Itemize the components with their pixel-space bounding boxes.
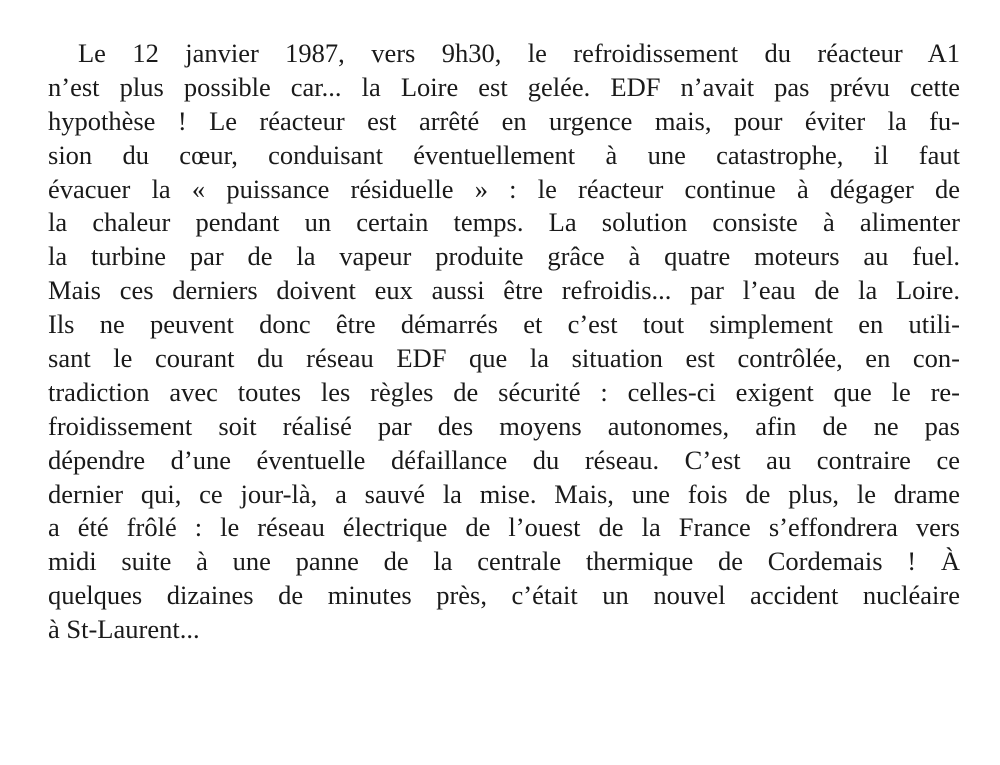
text-line: dernier qui, ce jour-là, a sauvé la mise. Mais, une fois de plus, le drame: [48, 478, 960, 509]
text-line: Mais ces derniers doivent eux aussi être refroidis... par l’eau de la Loire.: [48, 275, 960, 306]
text-line: froidissement soit réalisé par des moyens autonomes, afin de ne pas: [48, 410, 960, 441]
text-line: dépendre d’une éventuelle défaillance du réseau. C’est au contraire ce: [48, 444, 960, 475]
text-line: sion du cœur, conduisant éventuellement à une catastrophe, il faut: [48, 139, 960, 170]
text-line: la turbine par de la vapeur produite grâce à quatre moteurs au fuel.: [48, 241, 960, 272]
text-line: à St-Laurent...: [48, 614, 200, 645]
text-paragraph: [48, 37, 960, 647]
text-line: n’est plus possible car... la Loire est gelée. EDF n’avait pas prévu cette: [48, 71, 960, 102]
text-line: sant le courant du réseau EDF que la situation est contrôlée, en con-: [48, 343, 960, 374]
text-line: hypothèse ! Le réacteur est arrêté en urgence mais, pour éviter la fu-: [48, 105, 960, 136]
text-line: Ils ne peuvent donc être démarrés et c’est tout simplement en utili-: [48, 309, 960, 340]
text-line: a été frôlé : le réseau électrique de l’ouest de la France s’effondrera vers: [48, 512, 960, 543]
text-line: tradiction avec toutes les règles de sécurité : celles-ci exigent que le re-: [48, 376, 960, 407]
text-line: midi suite à une panne de la centrale thermique de Cordemais ! À: [48, 546, 960, 577]
text-line: évacuer la « puissance résiduelle » : le réacteur continue à dégager de: [48, 173, 960, 204]
text-line: quelques dizaines de minutes près, c’était un nouvel accident nucléaire: [48, 580, 960, 611]
text-line: la chaleur pendant un certain temps. La solution consiste à alimenter: [48, 207, 960, 238]
text-line: Le 12 janvier 1987, vers 9h30, le refroidissement du réacteur A1: [78, 38, 960, 68]
